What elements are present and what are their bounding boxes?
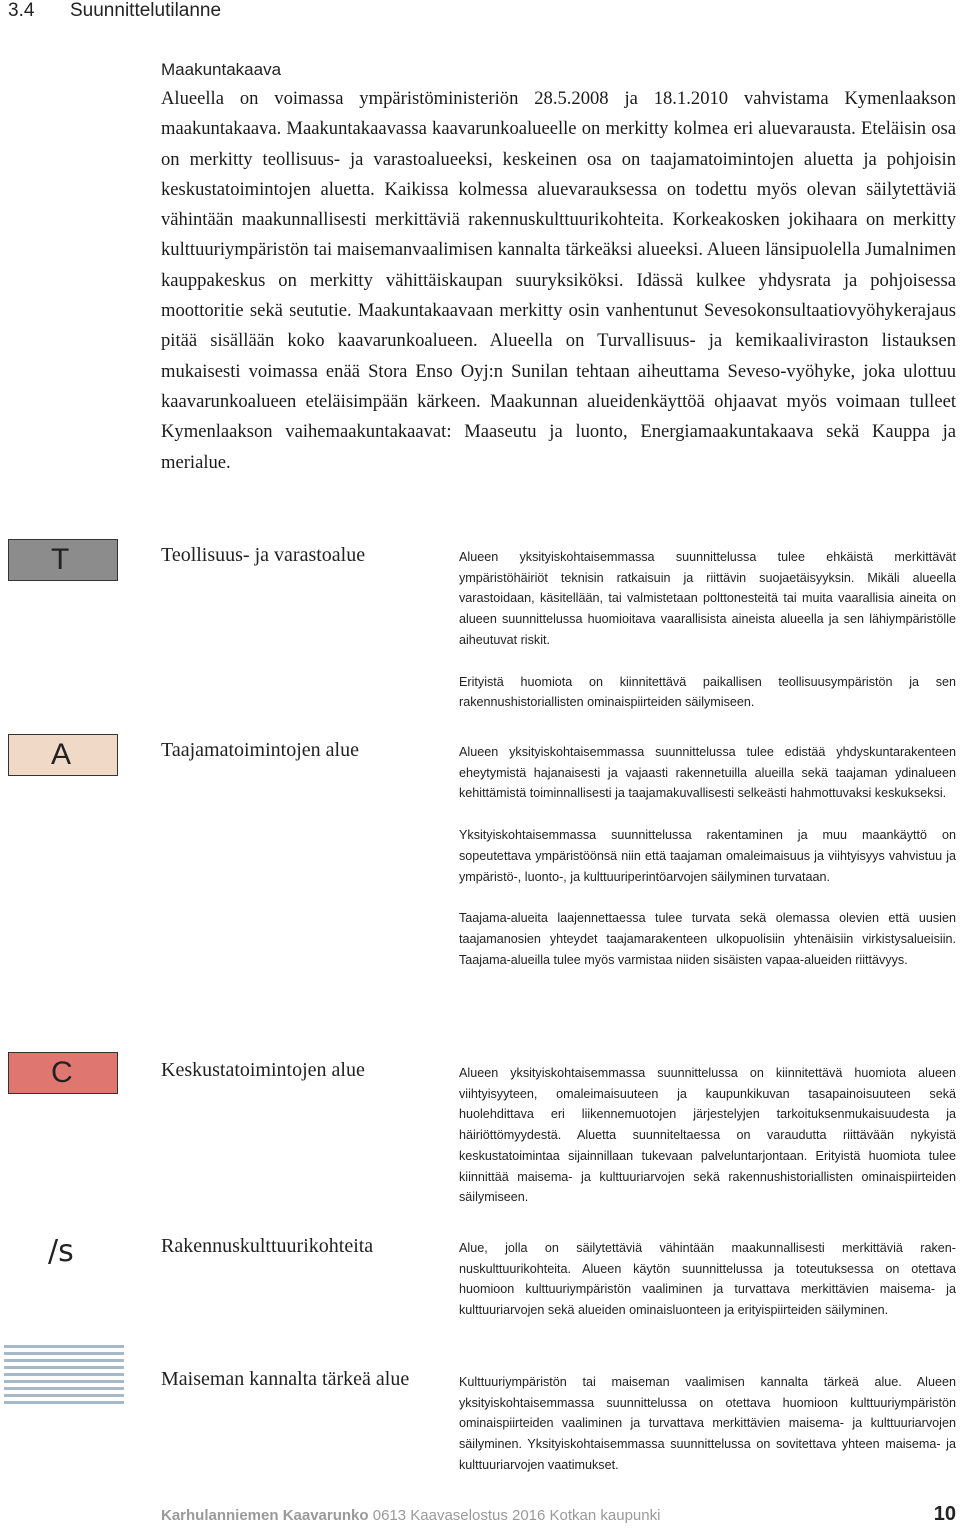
heritage-symbol: /s	[48, 1234, 74, 1269]
legend-label: Taajamatoimintojen alue	[161, 739, 359, 761]
center-area-symbol: C	[8, 1052, 118, 1094]
urban-area-symbol: A	[8, 734, 118, 776]
description-paragraph: Alueen yksityiskohtaisemmassa suunnittelussa tulee ehkäistä merkittävät ympäristöhäiriöt teknisin ratkaisuin ja riittävin suojaetäisyyksin. Mikäli alueella varastoidaan, käsitellään, tai valmistetaan polttonesteitä tai muita vaarallisia aineita on alueen suunnittelussa huomioitava vaarallisista aineista alueella ja sen lähiympäristölle aiheutuvat riskit.	[459, 550, 956, 647]
subsection-title: Maakuntakaava	[161, 60, 282, 79]
section-number: 3.4	[8, 0, 35, 21]
description-paragraph: Taajama-alueita laajennettaessa tulee turvata sekä olemassa olevien että uusien taajamanosien yhteydet taajamarakenteen ulkopuolisiin yhtenäisiin virkistysalueisiin. Taajama-alueilla tulee myös varmistaa niiden sisäisten vapaa-alueiden riittävyys.	[459, 911, 956, 967]
description-paragraph: Erityistä huomiota on kiinnitettävä paikallisen teollisuusympäristön ja sen rakennushistoriallisten ominaispiirteiden säilymiseen.	[459, 674, 956, 710]
description-paragraph: Alueen yksityiskohtaisemmassa suunnittelussa tulee edistää yhdyskuntarakenteen eheytymistä hajanaisesti ja vajaasti rakennetuilla alueilla sekä taajaman ydinalueen kehittämistä toiminnallisesti ja taajamakuvallisesti selkeästi hahmottuvaksi keskukseksi.	[459, 745, 956, 801]
description-paragraph: Kulttuuriympäristön tai maiseman vaalimisen kannalta tärkeä alue. Alueen yksityiskohtaisemmassa suunnittelussa on otettava huomioon kulttuuriympäristön ominaispiirteiden vaaliminen ja turvattava merkittävien maisema- ja kulttuuriarvojen säilyminen. Yksityiskohtaisemmassa suunnittelussa on sovitettava yhteen maisema- ja kulttuuriarvojen vaatimukset.	[459, 1375, 956, 1472]
legend-label: Maiseman kannalta tärkeä alue	[161, 1368, 410, 1390]
legend-description	[459, 742, 956, 991]
description-paragraph: Alue, jolla on säilytettäviä vähintään maakunnallisesti merkittäviä rakennuskulttuurikohteita. Alueen käytön suunnittelussa ja toteutuksessa on otettava huomioon kulttuuriympäristön vaaliminen ja turvattava merkittävien maisema- ja kulttuuriarvojen sekä alueiden ominaisluonteen ja erityispiirteiden säilyminen.	[459, 1241, 956, 1318]
legend-description	[459, 1063, 956, 1229]
industrial-area-symbol: T	[8, 539, 118, 581]
page-number: 10	[933, 1503, 956, 1525]
legend-label: Keskustatoimintojen alue	[161, 1059, 365, 1081]
footer-document: 0613 Kaavaselostus 2016 Kotkan kaupunki	[372, 1507, 661, 1524]
landscape-hatch-symbol	[4, 1345, 124, 1407]
section-heading	[8, 0, 221, 22]
description-paragraph: Yksityiskohtaisemmassa suunnittelussa rakentaminen ja muu maankäyttö on sopeutettava ympäristöönsä niin että taajaman omaleimaisuus ja viihtyisyys vahvistuu ja ympäristö-, luonto-, ja kulttuuriperintöarvojen säilyminen turvataan.	[459, 828, 956, 884]
intro-paragraph: Alueella on voimassa ympäristöministeriön 28.5.2008 ja 18.1.2010 vahvistama Kymenlaakson maakuntakaava. Maakuntakaavassa kaavarunkoalueelle on merkitty kolmea eri aluevarausta. Eteläisin osa on merkitty teollisuus- ja varastoalueeksi, keskeinen osa on taajamatoimintojen aluetta ja pohjoisin keskustatoimintojen aluetta. Kaikissa kolmessa aluevarauksessa on todettu myös olevan säilytettäviä vähintään maakunnallisesti merkittäviä rakennuskulttuurikohteita. Korkeakosken jokihaara on merkitty kulttuuriympäristön tai maisemanvaalimisen kannalta tärkeäksi alueeksi. Alueen länsipuolella Jumalnimen kauppakeskus on merkitty vähittäiskaupan suuryksiköksi. Idässä kulkee yhdysrata ja pohjoisessa moottoritie sekä seututie. Maakuntakaavaan merkitty osin vanhentunut Sevesokonsultaatiovyöhykerajaus pitää sisällään koko kaavarunkoalueen. Alueella on Turvallisuus- ja kemikaaliviraston listauksen mukaisesti voimassa enää Stora Enso Oyj:n Sunilan tehtaan aiheuttama Seveso-vyöhyke, joka ulottuu kaavarunkoalueen eteläisimpään kärkeen. Maakunnan alueidenkäyttöä ohjaavat myös voimaan tulleet Kymenlaakson vaihemaakuntakaavat: Maaseutu ja luonto, Energiamaakuntakaava sekä Kauppa ja merialue.	[161, 88, 956, 473]
section-title: Suunnittelutilanne	[70, 0, 222, 21]
page-footer	[161, 1503, 956, 1525]
legend-label: Teollisuus- ja varastoalue	[161, 544, 366, 566]
legend-label: Rakennuskulttuurikohteita	[161, 1235, 374, 1257]
footer-brand: Karhulanniemen Kaavarunko	[161, 1507, 369, 1524]
legend-description	[459, 547, 956, 734]
legend-description	[459, 1238, 956, 1342]
legend-description	[459, 1372, 956, 1497]
description-paragraph: Alueen yksityiskohtaisemmassa suunnittelussa on kiinnitettävä huomiota alueen viihtyisyyteen, omaleimaisuuteen ja kaupunkikuvan tasapainoisuuteen sekä huolehdittava eri liikennemuotojen järjestelyjen tarkoituksenmukaisuudesta ja häiriöttömyydestä. Aluetta suunniteltaessa on varaudutta riittävään nykyistä keskustatoimintaa sijainnillaan tukevaan palveluntarjontaan. Erityistä huomiota tulee kiinnittää maisema- ja kulttuuriarvojen sekä rakennushistoriallisten ominaispiirteiden säilymiseen.	[459, 1066, 956, 1205]
